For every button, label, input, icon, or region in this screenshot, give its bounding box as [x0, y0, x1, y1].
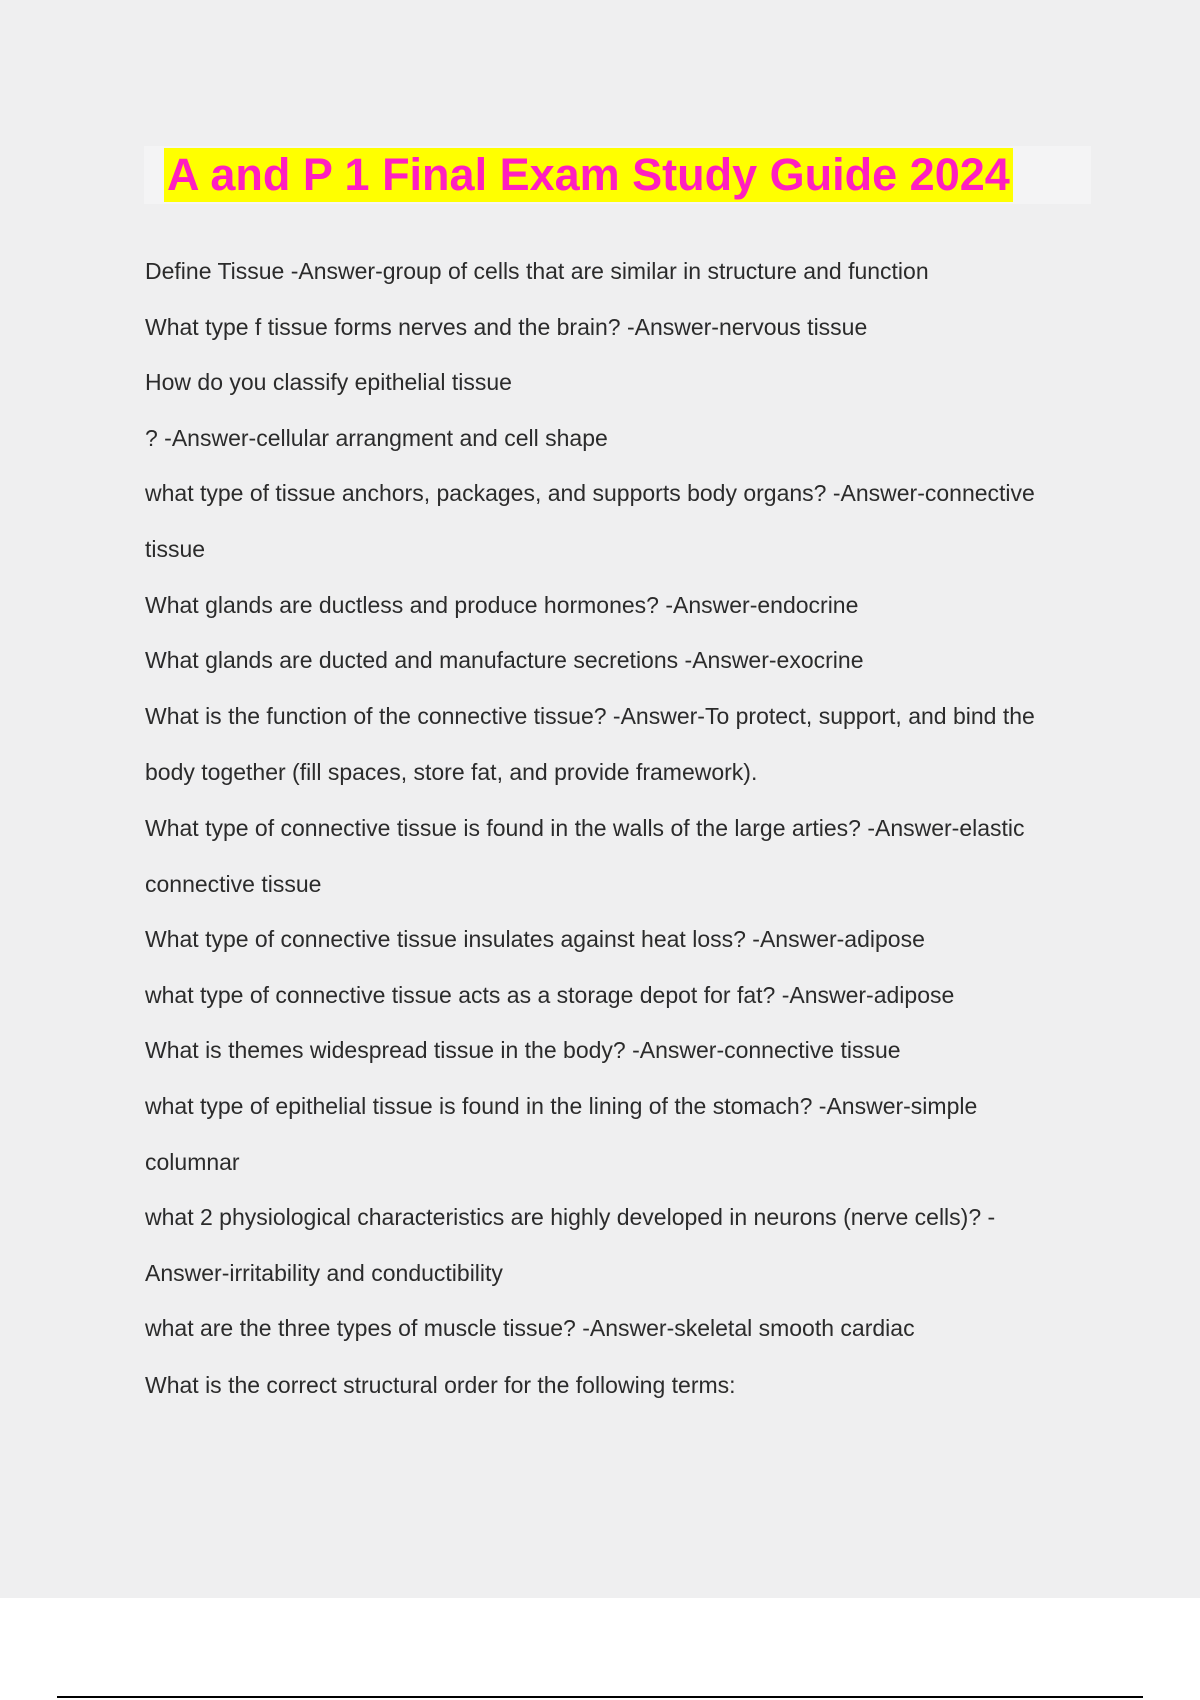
text-line: what are the three types of muscle tissue? -Answer-skeletal smooth cardiac: [145, 1315, 915, 1341]
text-line: body together (fill spaces, store fat, and provide framework).: [145, 759, 758, 785]
text-line: ? -Answer-cellular arrangment and cell shape: [145, 425, 608, 451]
text-line: What type of connective tissue insulates against heat loss? -Answer-adipose: [145, 926, 925, 952]
text-line: what type of epithelial tissue is found in the lining of the stomach? -Answer-simple: [145, 1093, 978, 1119]
document-title: A and P 1 Final Exam Study Guide 2024: [164, 148, 1013, 202]
text-line: connective tissue: [145, 871, 322, 897]
text-line: What type f tissue forms nerves and the brain? -Answer-nervous tissue: [145, 314, 868, 340]
text-line: What is themes widespread tissue in the body? -Answer-connective tissue: [145, 1037, 901, 1063]
text-line: What type of connective tissue is found in the walls of the large arties? -Answer-elastic: [145, 815, 1025, 841]
text-line: Answer-irritability and conductibility: [145, 1260, 503, 1286]
text-line: columnar: [145, 1149, 240, 1175]
text-line: Define Tissue -Answer-group of cells that are similar in structure and function: [145, 258, 929, 284]
text-line: what 2 physiological characteristics are highly developed in neurons (nerve cells)? -: [145, 1204, 996, 1230]
text-line: What is the correct structural order for the following terms:: [145, 1372, 736, 1398]
text-line: tissue: [145, 536, 206, 562]
text-line: what type of connective tissue acts as a storage depot for fat? -Answer-adipose: [145, 982, 955, 1008]
text-line: What glands are ductless and produce hormones? -Answer-endocrine: [145, 592, 859, 618]
text-line: What glands are ducted and manufacture secretions -Answer-exocrine: [145, 647, 864, 673]
footer-rule: [57, 1696, 1143, 1698]
text-line: How do you classify epithelial tissue: [145, 369, 512, 395]
text-line: what type of tissue anchors, packages, and supports body organs? -Answer-connective: [145, 480, 1035, 506]
text-line: What is the function of the connective tissue? -Answer-To protect, support, and bind the: [145, 703, 1035, 729]
